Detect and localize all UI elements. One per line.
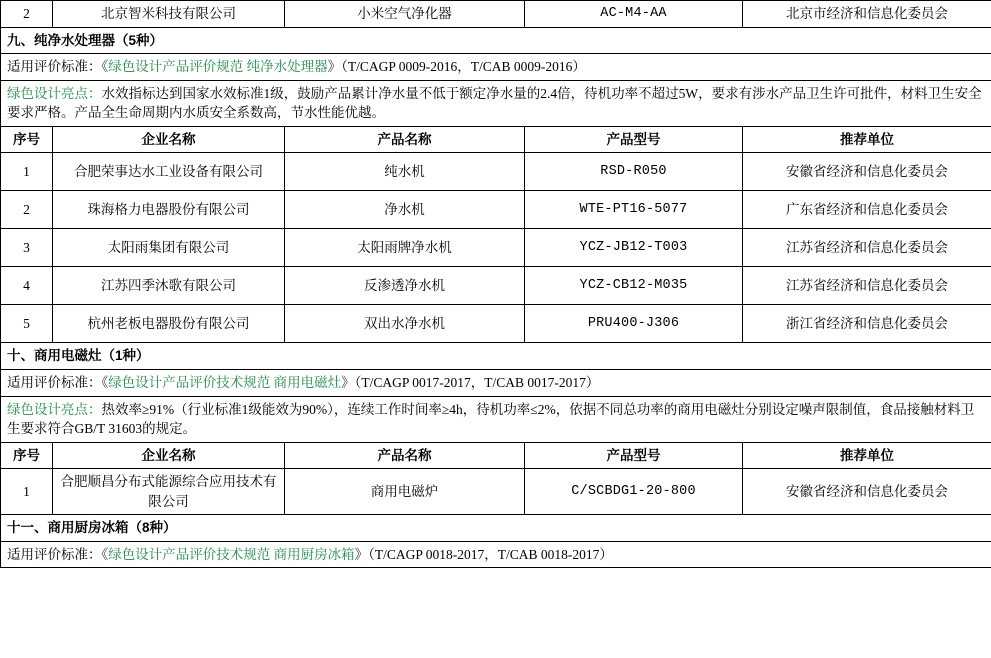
standard-name: 绿色设计产品评价技术规范 商用厨房冰箱 bbox=[108, 546, 355, 562]
cell-product: 净水机 bbox=[285, 191, 525, 229]
header-product: 产品名称 bbox=[285, 442, 525, 469]
cell-company: 合肥顺昌分布式能源综合应用技术有限公司 bbox=[53, 469, 285, 515]
cell-seq: 1 bbox=[1, 153, 53, 191]
header-model: 产品型号 bbox=[525, 442, 743, 469]
cell-recommender: 江苏省经济和信息化委员会 bbox=[743, 267, 991, 305]
standard-11 bbox=[1, 541, 991, 568]
cell-product: 双出水净水机 bbox=[285, 305, 525, 343]
header-product: 产品名称 bbox=[285, 126, 525, 153]
standard-row bbox=[1, 54, 991, 81]
cell-model: RSD-R050 bbox=[525, 153, 743, 191]
header-recommender: 推荐单位 bbox=[743, 126, 991, 153]
highlight-label: 绿色设计亮点： bbox=[7, 85, 102, 101]
cell-seq: 5 bbox=[1, 305, 53, 343]
highlight-row bbox=[1, 80, 991, 126]
standard-label: 适用评价标准：《 bbox=[7, 546, 109, 562]
cell-recommender: 广东省经济和信息化委员会 bbox=[743, 191, 991, 229]
cell-seq: 1 bbox=[1, 469, 53, 515]
cell-seq: 4 bbox=[1, 267, 53, 305]
cell-product: 反渗透净水机 bbox=[285, 267, 525, 305]
standard-label: 适用评价标准：《 bbox=[7, 59, 109, 75]
table-header-row bbox=[1, 126, 991, 153]
section-title-row bbox=[1, 27, 991, 54]
cell-product: 纯水机 bbox=[285, 153, 525, 191]
standard-label: 适用评价标准：《 bbox=[7, 374, 109, 390]
cell-model: C/SCBDG1-20-800 bbox=[525, 469, 743, 515]
standard-name: 绿色设计产品评价规范 纯净水处理器 bbox=[108, 59, 328, 75]
cell-company: 杭州老板电器股份有限公司 bbox=[53, 305, 285, 343]
cell-recommender: 江苏省经济和信息化委员会 bbox=[743, 229, 991, 267]
cell-product: 商用电磁炉 bbox=[285, 469, 525, 515]
cell-recommender: 浙江省经济和信息化委员会 bbox=[743, 305, 991, 343]
cell-company: 江苏四季沐歌有限公司 bbox=[53, 267, 285, 305]
table-row bbox=[1, 191, 991, 229]
standard-name: 绿色设计产品评价技术规范 商用电磁灶 bbox=[108, 374, 342, 390]
section-title-11: 十一、商用厨房冰箱（8种） bbox=[1, 515, 991, 542]
table-row bbox=[1, 267, 991, 305]
highlight-text: 热效率≥91%（行业标准1级能效为90%），连续工作时间率≥4h，待机功率≤2%，依据不同总功率的商用电磁灶分别设定噪声限制值，食品接触材料卫生要求符合GB/T 31603的规定。 bbox=[7, 401, 975, 437]
cell-seq: 2 bbox=[1, 191, 53, 229]
table-row bbox=[1, 153, 991, 191]
standard-code: 》（T/CAGP 0017-2017，T/CAB 0017-2017） bbox=[341, 374, 600, 390]
cell-recommender: 安徽省经济和信息化委员会 bbox=[743, 469, 991, 515]
standard-row bbox=[1, 541, 991, 568]
cell-recommender: 北京市经济和信息化委员会 bbox=[743, 1, 991, 28]
table-row bbox=[1, 229, 991, 267]
table-row bbox=[1, 469, 991, 515]
header-seq: 序号 bbox=[1, 126, 53, 153]
table-row bbox=[1, 305, 991, 343]
cell-product: 太阳雨牌净水机 bbox=[285, 229, 525, 267]
header-company: 企业名称 bbox=[53, 442, 285, 469]
cell-model: PRU400-J306 bbox=[525, 305, 743, 343]
table-row bbox=[1, 1, 991, 28]
standard-code: 》（T/CAGP 0018-2017，T/CAB 0018-2017） bbox=[354, 546, 613, 562]
header-company: 企业名称 bbox=[53, 126, 285, 153]
standard-9 bbox=[1, 54, 991, 81]
cell-company: 太阳雨集团有限公司 bbox=[53, 229, 285, 267]
highlight-text: 水效指标达到国家水效标准1级，鼓励产品累计净水量不低于额定净水量的2.4倍，待机功率不超过5W，要求有涉水产品卫生许可批件，材料卫生安全要求严格。产品全生命周期内水质安全系数高，节水性能优越。 bbox=[7, 85, 982, 121]
highlight-label: 绿色设计亮点： bbox=[7, 401, 102, 417]
standard-code: 》（T/CAGP 0009-2016，T/CAB 0009-2016） bbox=[327, 59, 586, 75]
section-title-9: 九、纯净水处理器（5种） bbox=[1, 27, 991, 54]
cell-model: YCZ-JB12-T003 bbox=[525, 229, 743, 267]
table-header-row bbox=[1, 442, 991, 469]
section-title-10: 十、商用电磁灶（1种） bbox=[1, 343, 991, 370]
cell-company: 合肥荣事达水工业设备有限公司 bbox=[53, 153, 285, 191]
cell-model: WTE-PT16-5077 bbox=[525, 191, 743, 229]
section-title-row bbox=[1, 343, 991, 370]
cell-recommender: 安徽省经济和信息化委员会 bbox=[743, 153, 991, 191]
cell-seq: 2 bbox=[1, 1, 53, 28]
header-seq: 序号 bbox=[1, 442, 53, 469]
section-title-row bbox=[1, 515, 991, 542]
highlight-10 bbox=[1, 396, 991, 442]
cell-model: AC-M4-AA bbox=[525, 1, 743, 28]
standard-row bbox=[1, 369, 991, 396]
cell-seq: 3 bbox=[1, 229, 53, 267]
highlight-row bbox=[1, 396, 991, 442]
highlight-9 bbox=[1, 80, 991, 126]
cell-product: 小米空气净化器 bbox=[285, 1, 525, 28]
header-recommender: 推荐单位 bbox=[743, 442, 991, 469]
cell-company: 珠海格力电器股份有限公司 bbox=[53, 191, 285, 229]
standard-10 bbox=[1, 369, 991, 396]
cell-model: YCZ-CB12-M035 bbox=[525, 267, 743, 305]
header-model: 产品型号 bbox=[525, 126, 743, 153]
cell-company: 北京智米科技有限公司 bbox=[53, 1, 285, 28]
